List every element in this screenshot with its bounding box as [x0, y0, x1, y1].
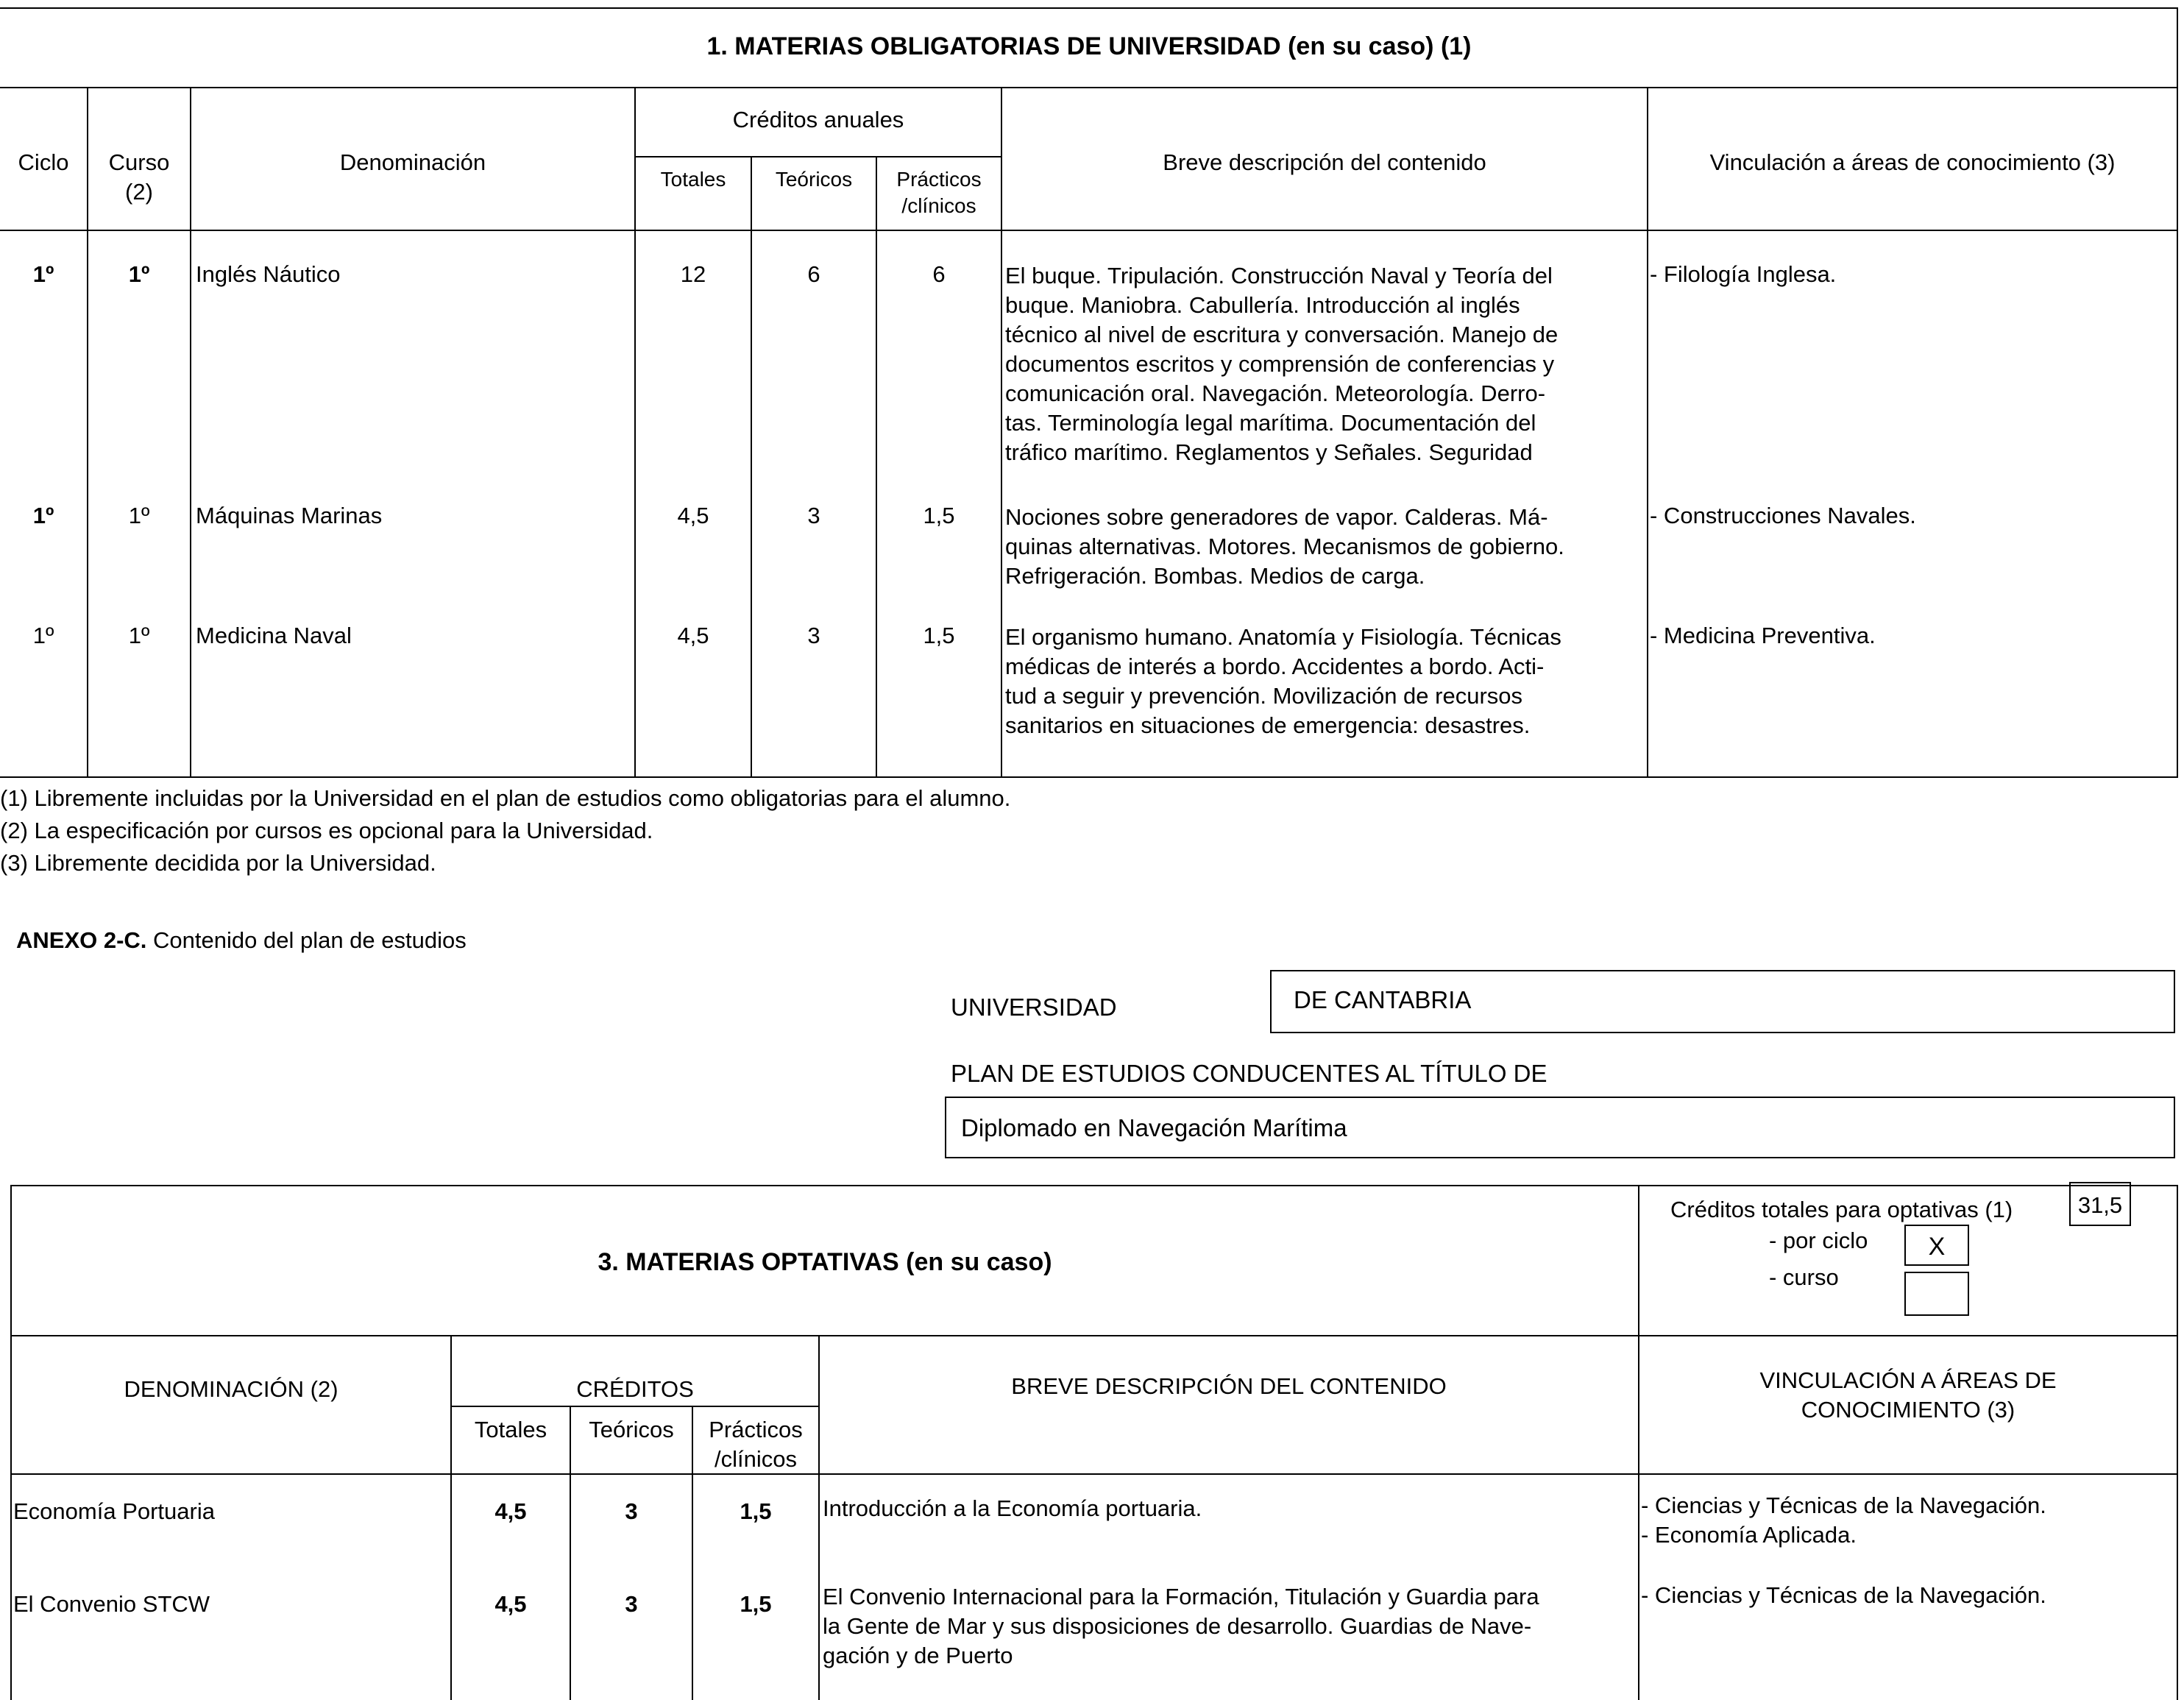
header-denominacion: Denominación	[339, 149, 486, 175]
header-practicos: Prácticos	[896, 168, 982, 191]
cell-descripcion: El buque. Tripulación. Construcción Naval y Teoría del buque. Maniobra. Cabullería. Introducción al inglés técnico al nivel de escritura y conversación. Manejo de documentos escritos y comprensión de conferencias y comunicación oral. Navegación. Meteorología. Derro- tas. Terminología legal marítima. Documentación del tráfico marítimo. Reglamentos y Señales. Seguridad	[1005, 263, 1559, 465]
cell-curso: 1º	[128, 261, 150, 287]
cell-practicos: 6	[932, 261, 946, 287]
cell-descripcion: El organismo humano. Anatomía y Fisiología. Técnicas médicas de interés a bordo. Accidentes a bordo. Acti- tud a seguir y prevención. Movilización de recursos sanitarios en situaciones de emergencia: desastres.	[1005, 624, 1561, 738]
curso-label: - curso	[1769, 1264, 1839, 1290]
cell-denominacion: El Convenio STCW	[13, 1591, 210, 1617]
footnote-1: (1) Libremente incluidas por la Universidad en el plan de estudios como obligatorias para el alumno.	[0, 785, 1011, 811]
cell-denominacion: Inglés Náutico	[196, 261, 341, 287]
cell-descripcion: El Convenio Internacional para la Formación, Titulación y Guardia para la Gente de Mar y sus disposiciones de desarrollo. Guardias de Nave- gación y de Puerto	[823, 1584, 1539, 1668]
cell-ciclo: 1º	[32, 623, 54, 648]
header-descripcion: BREVE DESCRIPCIÓN DEL CONTENIDO	[1011, 1373, 1447, 1399]
creditos-totales-label: Créditos totales para optativas (1)	[1670, 1197, 2013, 1222]
cell-teoricos: 3	[625, 1498, 638, 1524]
cell-totales: 4,5	[677, 503, 709, 528]
header-denominacion: DENOMINACIÓN (2)	[124, 1376, 338, 1402]
header-ciclo: Ciclo	[18, 149, 69, 175]
cell-teoricos: 3	[807, 503, 820, 528]
footnotes	[0, 782, 1010, 879]
titulo-field	[945, 1097, 2175, 1158]
cell-vinculacion: - Ciencias y Técnicas de la Navegación.	[1641, 1582, 2046, 1608]
cell-ciclo: 1º	[32, 261, 54, 287]
header-clinicos: /clínicos	[715, 1446, 797, 1472]
cell-teoricos: 6	[807, 261, 820, 287]
header-vinculacion-1: VINCULACIÓN A ÁREAS DE	[1759, 1367, 2057, 1393]
header-vinculacion: Vinculación a áreas de conocimiento (3)	[1709, 149, 2116, 175]
cell-denominacion: Medicina Naval	[196, 623, 352, 648]
header-totales: Totales	[660, 168, 726, 191]
por-ciclo-label: - por ciclo	[1769, 1228, 1868, 1253]
cell-vinculacion: - Filología Inglesa.	[1650, 261, 1837, 287]
titulo-value: Diplomado en Navegación Marítima	[961, 1114, 1347, 1141]
cell-curso: 1º	[128, 623, 150, 648]
curso-checkbox[interactable]	[1904, 1272, 1969, 1316]
footnote-2: (2) La especificación por cursos es opcional para la Universidad.	[0, 818, 653, 843]
universidad-field	[1270, 970, 2175, 1033]
cell-practicos: 1,5	[740, 1498, 772, 1524]
cell-curso: 1º	[128, 503, 150, 528]
cell-totales: 4,5	[494, 1498, 527, 1524]
plan-label: PLAN DE ESTUDIOS CONDUCENTES AL TÍTULO DE	[951, 1060, 1547, 1087]
cell-vinculacion: - Construcciones Navales.	[1650, 503, 1916, 528]
por-ciclo-value: X	[1928, 1233, 1946, 1261]
header-teoricos: Teóricos	[589, 1417, 674, 1442]
table1-title: 1. MATERIAS OBLIGATORIAS DE UNIVERSIDAD (en su caso) (1)	[706, 32, 1472, 60]
cell-teoricos: 3	[625, 1591, 638, 1617]
cell-teoricos: 3	[807, 623, 820, 648]
table3-title: 3. MATERIAS OPTATIVAS (en su caso)	[598, 1248, 1052, 1276]
cell-denominacion: Economía Portuaria	[13, 1498, 215, 1524]
cell-totales: 4,5	[677, 623, 709, 648]
cell-totales: 12	[680, 261, 706, 287]
cell-practicos: 1,5	[923, 623, 955, 648]
universidad-value: DE CANTABRIA	[1294, 986, 1472, 1013]
cell-descripcion: Nociones sobre generadores de vapor. Calderas. Má- quinas alternativas. Motores. Mecanismos de gobierno. Refrigeración. Bombas. Medios de carga.	[1005, 504, 1564, 589]
creditos-totales-box	[2069, 1182, 2131, 1226]
cell-descripcion: Introducción a la Economía portuaria.	[823, 1495, 1202, 1521]
header-vinculacion-2: CONOCIMIENTO (3)	[1801, 1397, 2015, 1423]
por-ciclo-checkbox[interactable]	[1904, 1225, 1969, 1266]
header-creditos: CRÉDITOS	[576, 1376, 694, 1402]
cell-totales: 4,5	[494, 1591, 527, 1617]
cell-vinculacion: - Medicina Preventiva.	[1650, 623, 1876, 648]
cell-practicos: 1,5	[740, 1591, 772, 1617]
anexo-heading: ANEXO 2-C. Contenido del plan de estudios	[16, 927, 467, 953]
footnote-3: (3) Libremente decidida por la Universidad.	[0, 850, 436, 876]
creditos-totales-value: 31,5	[2077, 1192, 2123, 1218]
cell-denominacion: Máquinas Marinas	[196, 503, 383, 528]
header-teoricos: Teóricos	[775, 168, 853, 191]
header-creditos-anuales: Créditos anuales	[732, 107, 904, 132]
header-practicos: Prácticos	[709, 1417, 803, 1442]
header-curso-note: (2)	[125, 179, 153, 205]
cell-ciclo: 1º	[32, 503, 54, 528]
header-curso: Curso	[108, 149, 170, 175]
cell-vinculacion: - Ciencias y Técnicas de la Navegación. - Economía Aplicada.	[1641, 1492, 2046, 1548]
header-totales: Totales	[474, 1417, 547, 1442]
cell-practicos: 1,5	[923, 503, 955, 528]
header-clinicos: /clínicos	[901, 194, 976, 217]
header-descripcion: Breve descripción del contenido	[1163, 149, 1486, 175]
universidad-label: UNIVERSIDAD	[951, 994, 1117, 1021]
